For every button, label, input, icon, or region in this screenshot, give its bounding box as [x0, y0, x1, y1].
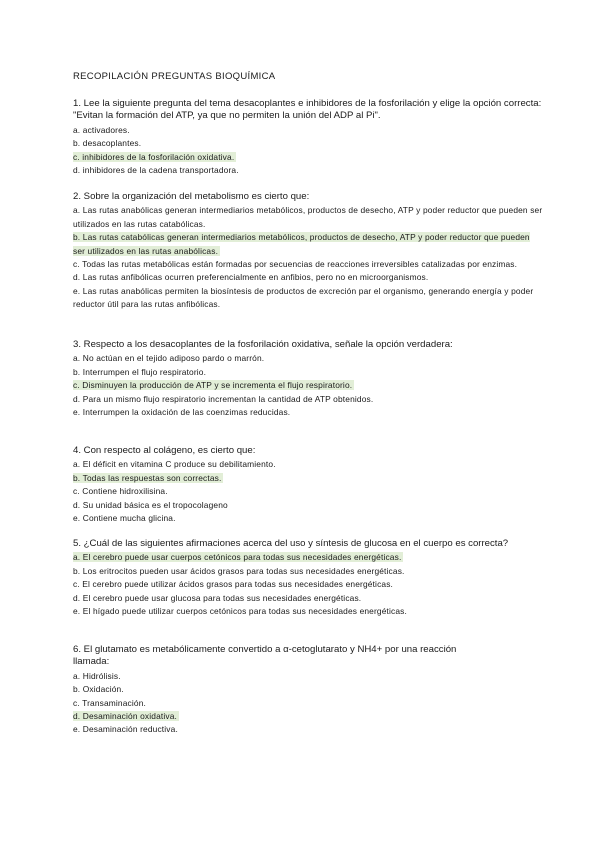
question-text: 2. Sobre la organización del metabolismo es cierto que:	[73, 191, 310, 202]
option-c: c. Contiene hidroxilisina.	[73, 486, 168, 497]
question-text: 1. Lee la siguiente pregunta del tema desacoplantes e inhibidores de la fosforilación y elige la opción correcta: "Evitan la formación del ATP, ya que no permiten la unión del ADP al Pi".	[73, 98, 542, 122]
option-a: a. Hidrólisis.	[73, 670, 121, 681]
option-a-correct: a. El cerebro puede usar cuerpos cetónicos para todas sus necesidades energéticas.	[73, 552, 402, 563]
option-e: e. Contiene mucha glicina.	[73, 513, 176, 524]
option-b-correct: b. Las rutas catabólicas generan intermediarios metabólicos, productos de desecho, ATP y poder reductor que pueden ser utilizados en las rutas anabólicas.	[73, 232, 530, 256]
option-c: c. Transaminación.	[73, 697, 146, 708]
option-a: a. Las rutas anabólicas generan intermediarios metabólicos, productos de desecho, ATP y poder reductor que pueden ser utilizados en las rutas catabólicas.	[73, 205, 543, 229]
option-a: a. El déficit en vitamina C produce su debilitamiento.	[73, 459, 276, 470]
option-d: d. Las rutas anfibólicas ocurren preferencialmente en anfibios, pero no en microorganismos.	[73, 272, 429, 283]
question-6	[73, 644, 543, 737]
document-title: RECOPILACIÓN PREGUNTAS BIOQUÍMICA	[73, 71, 276, 82]
option-c: c. Todas las rutas metabólicas están formadas por secuencias de reacciones irreversibles catalizadas por enzimas.	[73, 259, 518, 270]
option-b: b. Interrumpen el flujo respiratorio.	[73, 366, 207, 377]
option-d-correct: d. Desaminación oxidativa.	[73, 711, 177, 722]
option-d: d. Su unidad básica es el tropocolageno	[73, 499, 228, 510]
option-b: b. Oxidación.	[73, 684, 124, 695]
option-c-correct: c. inhibidores de la fosforilación oxidativa.	[73, 151, 235, 162]
option-e: e. Desaminación reductiva.	[73, 724, 178, 735]
question-3	[73, 339, 543, 419]
option-e: e. Las rutas anabólicas permiten la biosíntesis de productos de excreción par el organismo, generando energía y poder reductor útil para las rutas anfibólicas.	[73, 285, 534, 310]
question-2	[73, 191, 543, 312]
question-text: 5. ¿Cuál de las siguientes afirmaciones acerca del uso y síntesis de glucosa en el cuerpo es correcta?	[73, 538, 509, 549]
option-b-correct: b. Todas las respuestas son correctas.	[73, 472, 222, 483]
option-a: a. activadores.	[73, 124, 130, 135]
option-b: b. Los eritrocitos pueden usar ácidos grasos para todas sus necesidades energéticas.	[73, 565, 405, 576]
option-d: d. El cerebro puede usar glucosa para todas sus necesidades energéticas.	[73, 592, 362, 603]
question-text: 3. Respecto a los desacoplantes de la fosforilación oxidativa, señale la opción verdadera:	[73, 339, 453, 350]
option-d: d. inhibidores de la cadena transportadora.	[73, 165, 239, 176]
option-b: b. desacoplantes.	[73, 138, 142, 149]
question-5	[73, 538, 543, 618]
question-text: 4. Con respecto al colágeno, es cierto que:	[73, 445, 256, 456]
option-c-correct: c. Disminuyen la producción de ATP y se incrementa el flujo respiratorio.	[73, 380, 353, 391]
question-text: 6. El glutamato es metabólicamente convertido a α-cetoglutarato y NH4+ por una reacción llamada:	[73, 644, 457, 668]
option-e: e. Interrumpen la oxidación de las coenzimas reducidas.	[73, 407, 291, 418]
question-4	[73, 445, 543, 525]
option-a: a. No actúan en el tejido adiposo pardo o marrón.	[73, 353, 265, 364]
option-d: d. Para un mismo flujo respiratorio incrementan la cantidad de ATP obtenidos.	[73, 393, 374, 404]
option-c: c. El cerebro puede utilizar ácidos grasos para todas sus necesidades energéticas.	[73, 579, 394, 590]
question-1	[73, 98, 543, 177]
option-e: e. El hígado puede utilizar cuerpos cetónicos para todas sus necesidades energéticas.	[73, 606, 407, 617]
